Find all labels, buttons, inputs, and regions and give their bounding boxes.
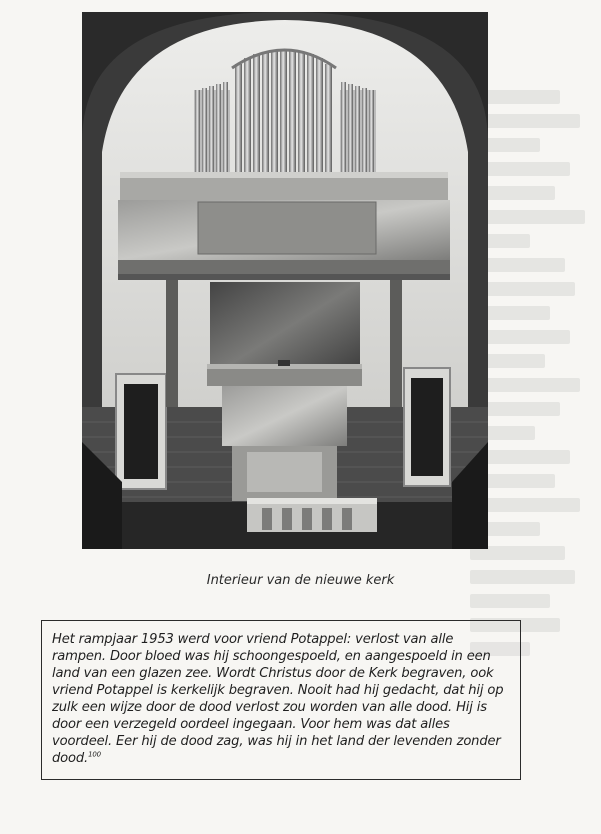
footnote-marker: 100 [88,750,101,759]
church-interior-photo [82,12,488,549]
quote-text [52,631,506,767]
quote-body: Het rampjaar 1953 werd voor vriend Potappel: verlost van alle rampen. Door bloed was hij schoongespoeld, en aangespoeld in een land van een glazen zee. Wordt Christus door de Kerk begraven, ook vriend Potappel is kerkelijk begraven. Nooit had hij gedacht, dat hij op zulk een wijze door de dood verlost zou worden van alle dood. Hij is door een verzegeld oordeel ingegaan. Voor hem was dat alles voordeel. Eer hij de dood zag, was hij in het land der levenden zonder dood. [52,632,504,766]
photo-caption: Interieur van de nieuwe kerk [206,573,395,588]
quote-box [41,620,521,780]
